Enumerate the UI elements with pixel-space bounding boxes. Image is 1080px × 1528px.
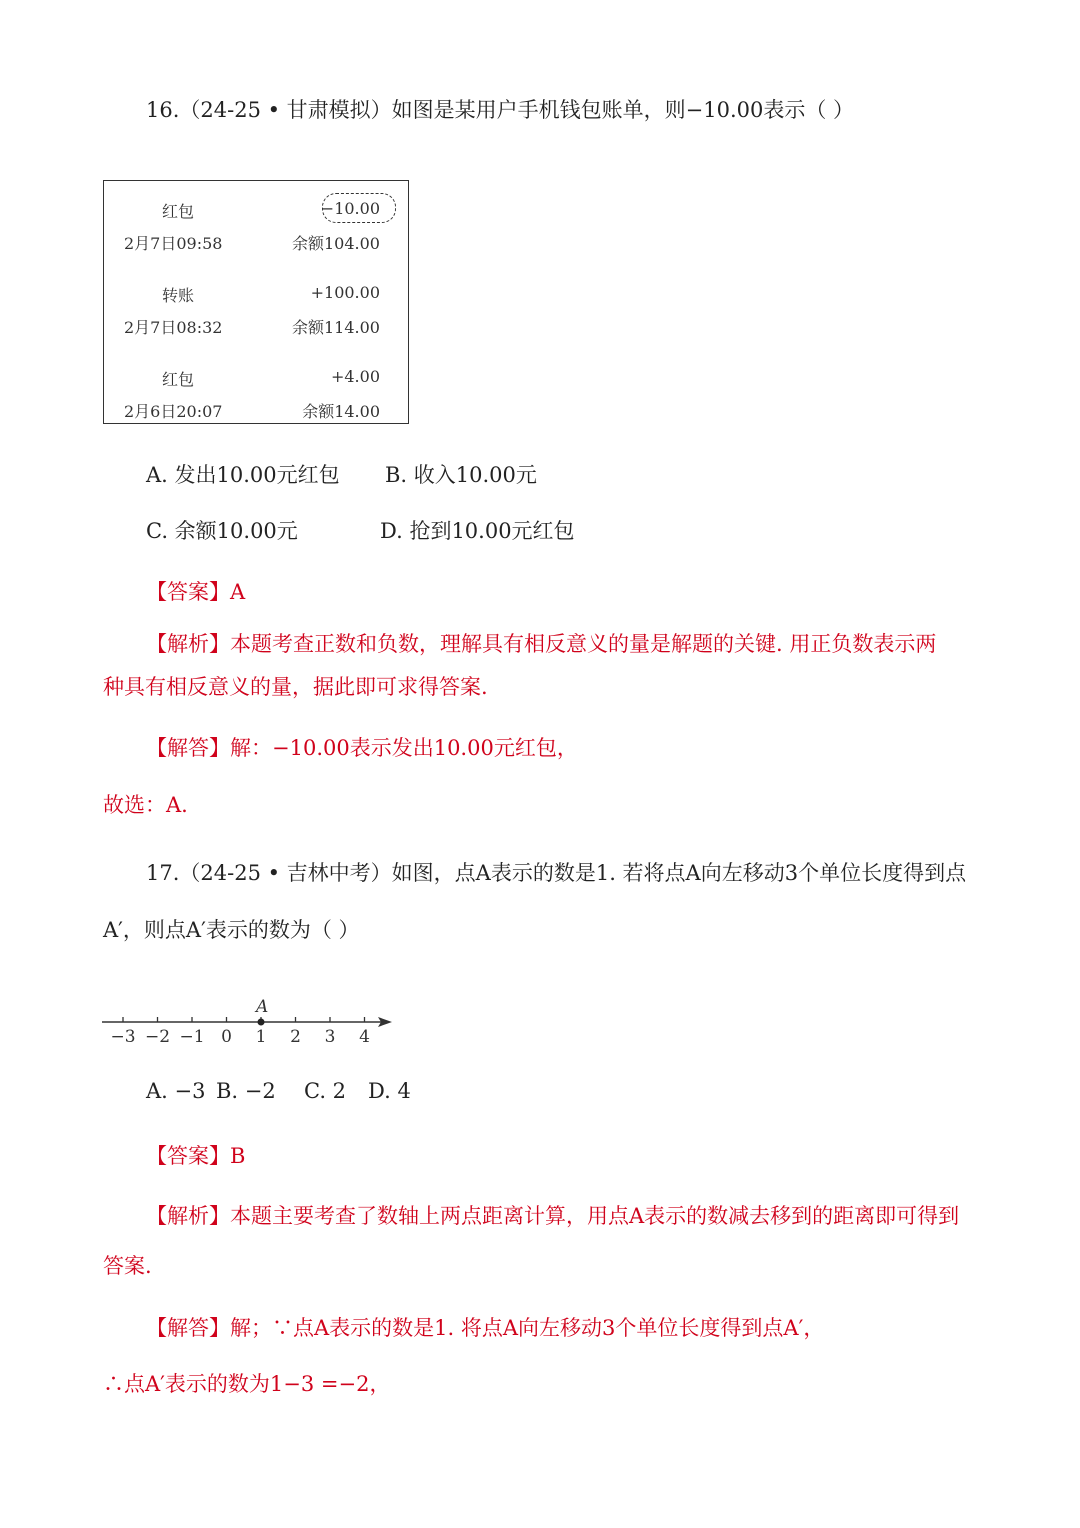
wallet-entry-type: 红包: [162, 202, 195, 221]
number-line-tick-label: 2: [290, 1027, 301, 1047]
q17-stem-line1: 17.（24-25 • 吉林中考）如图，点A表示的数是1. 若将点A向左移动3个单位长度得到点: [146, 861, 967, 885]
wallet-bill-figure: [103, 180, 409, 424]
q16-analysis-line1: 【解析】本题考查正数和负数，理解具有相反意义的量是解题的关键. 用正负数表示两: [146, 632, 937, 656]
wallet-entry-type: 转账: [162, 286, 195, 305]
q16-analysis-line2: 种具有相反意义的量，据此即可求得答案.: [103, 675, 488, 699]
number-line-figure: [100, 995, 400, 1050]
q16-option-a: A. 发出10.00元红包: [146, 463, 340, 487]
q17-option-d: D. 4: [368, 1079, 411, 1103]
q16-stem: 16.（24-25 • 甘肃模拟）如图是某用户手机钱包账单，则−10.00表示（ ）: [146, 98, 855, 122]
number-line-tick-label: −1: [179, 1027, 205, 1047]
point-a-label: A: [256, 997, 269, 1017]
q17-solution-line2: ∴点A′表示的数为1−3 =−2，: [103, 1372, 391, 1396]
wallet-entry-balance: 余额14.00: [302, 402, 380, 421]
q17-analysis-line1: 【解析】本题主要考查了数轴上两点距离计算，用点A表示的数减去移到的距离即可得到: [146, 1204, 960, 1228]
number-line-tick-label: −3: [110, 1027, 136, 1047]
wallet-entry-date: 2月7日08:32: [124, 318, 223, 337]
wallet-entry-amount: +100.00: [310, 283, 380, 302]
wallet-entry-amount: +4.00: [330, 367, 380, 386]
wallet-entry-date: 2月6日20:07: [124, 402, 223, 421]
number-line-tick-label: 3: [324, 1027, 336, 1047]
q17-option-c: C. 2: [304, 1079, 347, 1103]
number-line-tick-label: 1: [255, 1027, 267, 1047]
number-line-tick-label: 0: [221, 1027, 232, 1047]
q17-answer: 【答案】B: [146, 1144, 246, 1168]
wallet-entry-balance: 余额104.00: [292, 234, 380, 253]
number-line-tick-label: −2: [144, 1027, 171, 1047]
q16-solution-line1: 【解答】解：−10.00表示发出10.00元红包，: [146, 736, 578, 760]
wallet-entry-date: 2月7日09:58: [124, 234, 223, 253]
q16-answer: 【答案】A: [146, 580, 246, 604]
q17-solution-line1: 【解答】解；∵点A表示的数是1. 将点A向左移动3个单位长度得到点A′，: [146, 1316, 825, 1340]
q16-option-c: C. 余额10.00元: [146, 519, 298, 543]
point-a-dot: [258, 1019, 265, 1026]
q17-option-b: B. −2: [216, 1079, 276, 1103]
wallet-entry-amount: −10.00: [320, 199, 380, 218]
number-line-tick-label: 4: [359, 1027, 370, 1047]
q17-analysis-line2: 答案.: [103, 1254, 152, 1278]
q17-option-a: A. −3: [146, 1079, 206, 1103]
q16-option-b: B. 收入10.00元: [385, 463, 537, 487]
wallet-entry-balance: 余额114.00: [292, 318, 380, 337]
q16-option-d: D. 抢到10.00元红包: [380, 519, 575, 543]
q17-stem-line2: A′，则点A′表示的数为（ ）: [103, 918, 360, 942]
wallet-entry-type: 红包: [162, 370, 195, 389]
q16-solution-line2: 故选：A.: [103, 793, 188, 817]
